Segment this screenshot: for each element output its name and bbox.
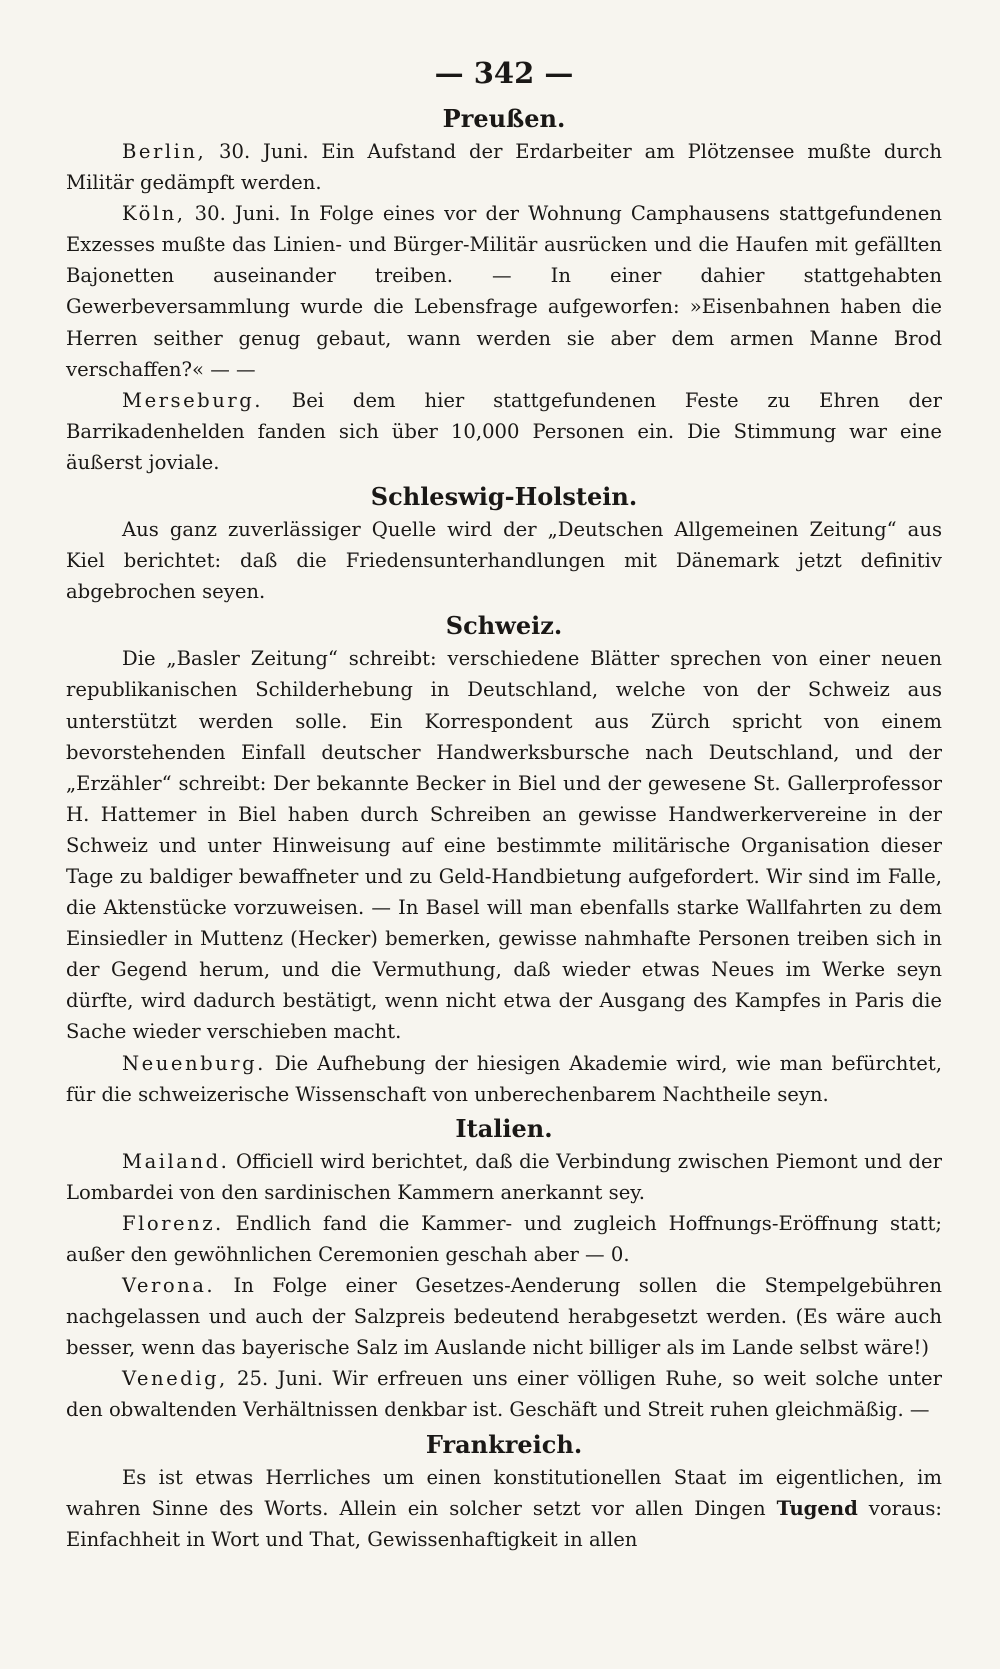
article-venedig [66, 1363, 942, 1425]
article-basler-zeitung [66, 643, 942, 1047]
section-heading-schweiz: Schweiz. [445, 611, 563, 641]
article-text: Officiell wird berichtet, daß die Verbindung zwischen Piemont und der Lombardei von den sardinischen Kammern anerkannt sey. [66, 1149, 942, 1204]
article-text: 25. Juni. Wir erfreuen uns einer völligen Ruhe, so weit solche unter den obwaltenden Verhältnissen denkbar ist. Geschäft und Streit ruhen gleichmäßig. — [66, 1367, 942, 1422]
place-name: Neuenburg. [122, 1051, 266, 1075]
section-heading-preussen: Preußen. [442, 104, 566, 133]
section-heading-schleswig-holstein: Schleswig-Holstein. [370, 482, 638, 512]
place-name: Florenz. [122, 1211, 224, 1235]
page-number: — 342 — [434, 56, 574, 90]
place-name: Venedig, [122, 1367, 228, 1391]
article-text: 30. Juni. In Folge eines vor der Wohnung Camphausens stattgefundenen Exzesses mußte das Linien- und Bürger-Militär ausrücken und die Haufen mit gefällten Bajonetten auseinander treiben. — In einer dahier stattgehabten Gewerbeversammlung wurde die Lebensfrage aufgeworfen: »Eisenbahnen haben die Herren seither genug gebaut, wann werden sie aber dem armen Manne Brod verschaffen?« — — [66, 202, 942, 381]
article-verona [66, 1270, 942, 1363]
article-florenz [66, 1208, 942, 1270]
article-mailand [66, 1146, 942, 1208]
article-text: In Folge einer Gesetzes-Aenderung sollen die Stempelgebühren nachgelassen und auch der Salzpreis bedeutend herabgesetzt werden. (Es wäre auch besser, wenn das bayerische Salz im Auslande nicht billiger als im Lande selbst wäre!) [66, 1274, 942, 1360]
article-kiel [66, 514, 942, 607]
article-text: Es ist etwas Herrliches um einen konstitutionellen Staat im eigentlichen, im wahren Sinne des Worts. Allein ein solcher setzt vor allen Dingen [66, 1465, 942, 1520]
article-berlin [66, 136, 942, 198]
article-koeln [66, 198, 942, 385]
article-text: Endlich fand die Kammer- und zugleich Hoffnungs-Eröffnung statt; außer den gewöhnlichen Ceremonien geschah aber — 0. [66, 1211, 942, 1266]
place-name: Merseburg. [122, 388, 263, 412]
place-name: Verona. [122, 1274, 216, 1298]
article-text: 30. Juni. Ein Aufstand der Erdarbeiter am Plötzensee mußte durch Militär gedämpft werden. [66, 140, 942, 195]
article-frankreich [66, 1462, 942, 1555]
emphasized-word: Tugend [776, 1496, 858, 1520]
article-text: Aus ganz zuverlässiger Quelle wird der „Deutschen Allgemeinen Zeitung“ aus Kiel berichtet: daß die Friedensunterhandlungen mit Dänemark jetzt definitiv abgebrochen seyen. [66, 518, 942, 604]
article-text: Bei dem hier stattgefundenen Feste zu Ehren der Barrikadenhelden fanden sich über 10,000 Personen ein. Die Stimmung war eine äußerst joviale. [66, 388, 942, 474]
place-name: Mailand. [122, 1149, 230, 1173]
place-name: Köln, [122, 202, 186, 226]
place-name: Berlin, [122, 140, 207, 163]
article-text: Die „Basler Zeitung“ schreibt: verschiedene Blätter sprechen von einer neuen republikanischen Schilderhebung in Deutschland, welche von der Schweiz aus unterstützt werden solle. Ein Korrespondent aus Zürch spricht von einem bevorstehenden Einfall deutscher Handwerksbursche nach Deutschland, und der „Erzähler“ schreibt: Der bekannte Becker in Biel und der gewesene St. Gallerprofessor H. Hattemer in Biel haben durch Schreiben an gewisse Handwerkervereine in der Schweiz und unter Hinweisung auf eine bestimmte militärische Organisation dieser Tage zu baldiger bewaffneter und zu Geld-Handbietung aufgefordert. Wir sind im Falle, die Aktenstücke vorzuweisen. — In Basel will man ebenfalls starke Wallfahrten zu dem Einsiedler in Muttenz (Hecker) bemerken, gewisse nahmhafte Personen treiben sich in der Gegend herum, und die Vermuthung, daß wieder etwas Neues im Werke seyn dürfte, wird dadurch bestätigt, wenn nicht etwa der Ausgang des Kampfes in Paris die Sache wieder verschieben macht. [66, 647, 942, 1044]
section-heading-italien: Italien. [455, 1113, 553, 1143]
section-heading-frankreich: Frankreich. [425, 1429, 583, 1459]
article-text: Die Aufhebung der hiesigen Akademie wird, wie man befürchtet, für die schweizerische Wissenschaft von unberechenbarem Nachtheile seyn. [66, 1051, 942, 1106]
article-merseburg [66, 385, 942, 478]
article-neuenburg [66, 1048, 942, 1110]
article-text-tail: voraus: Einfachheit in Wort und That, Gewissenhaftigkeit in allen [66, 1496, 942, 1551]
